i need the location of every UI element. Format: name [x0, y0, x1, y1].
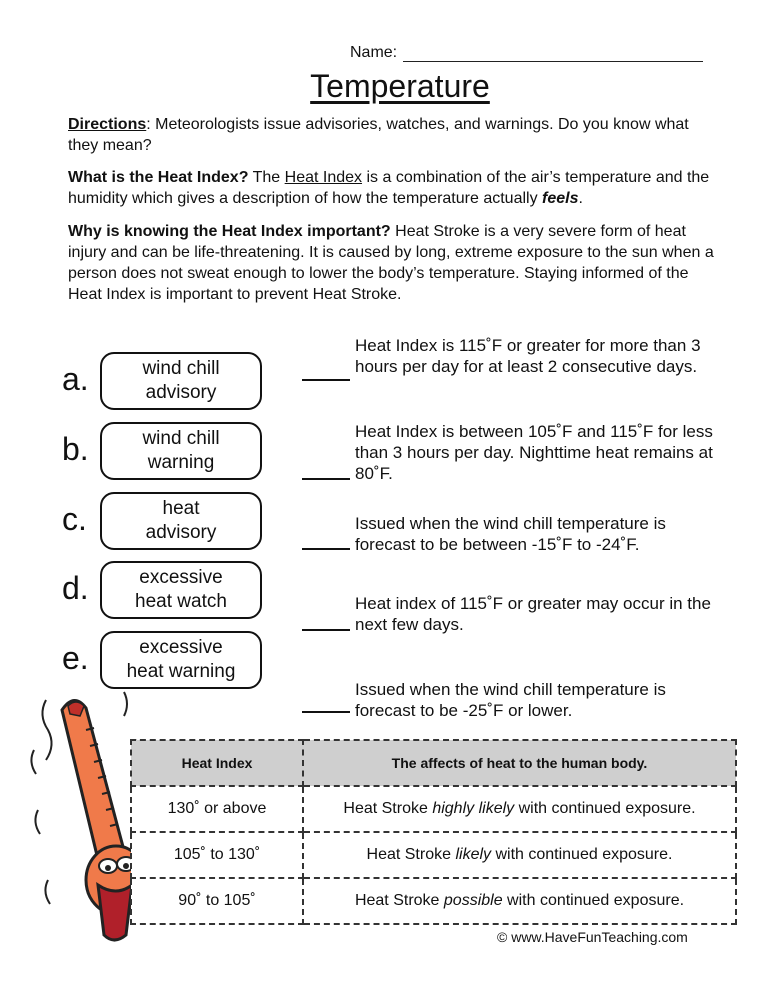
answer-blank-3[interactable] — [302, 548, 350, 550]
term-b-line1: wind chill — [142, 428, 220, 449]
term-box-b — [100, 422, 262, 480]
heat-index-text-1: The — [248, 169, 285, 186]
effect-text-end: with continued exposure. — [491, 846, 673, 863]
term-letter-b: b. — [62, 431, 89, 467]
table-cell-effect — [303, 878, 736, 924]
heat-effects-table — [130, 739, 737, 925]
heat-index-text-3: . — [578, 190, 583, 207]
term-b-line2: warning — [147, 452, 215, 473]
table-cell-range: 105˚ to 130˚ — [131, 832, 303, 878]
name-label: Name: — [350, 44, 398, 61]
heat-index-term: Heat Index — [284, 169, 363, 186]
table-row — [131, 878, 736, 924]
name-field — [350, 44, 703, 62]
definition-5: Issued when the wind chill temperature is forecast to be -25˚F or lower. — [355, 680, 666, 720]
term-letter-d: d. — [62, 570, 89, 606]
answer-blank-2[interactable] — [302, 478, 350, 480]
term-letter-c: c. — [62, 501, 87, 537]
name-blank-line[interactable] — [403, 45, 703, 62]
term-a-line1: wind chill — [142, 358, 220, 379]
directions-label: Directions — [68, 116, 147, 133]
effect-emphasis: likely — [455, 846, 492, 863]
answer-blank-5[interactable] — [302, 711, 350, 713]
effect-text: Heat Stroke — [343, 800, 433, 817]
directions-paragraph — [68, 114, 718, 156]
effect-text: Heat Stroke — [354, 892, 444, 909]
term-e-line1: excessive — [139, 637, 223, 658]
term-box-a — [100, 352, 262, 410]
table-cell-range: 90˚ to 105˚ — [131, 878, 303, 924]
page-title: Temperature — [310, 68, 490, 104]
table-cell-effect — [303, 832, 736, 878]
answer-blank-4[interactable] — [302, 629, 350, 631]
term-box-d — [100, 561, 262, 619]
table-header-row — [131, 740, 736, 786]
effect-text-end: with continued exposure. — [502, 892, 685, 909]
table-row — [131, 786, 736, 832]
term-box-c — [100, 492, 262, 550]
directions-text: : Meteorologists issue advisories, watches, and warnings. Do you know what they mean? — [68, 116, 689, 154]
heat-index-text-2: is a combination of the air’s temperature and the humidity which gives a description of how the temperature actually — [68, 169, 710, 207]
table-cell-range: 130˚ or above — [131, 786, 303, 832]
table-row — [131, 832, 736, 878]
term-c-line1: heat — [162, 498, 200, 519]
heat-index-paragraph — [68, 167, 718, 209]
table-cell-effect — [303, 786, 736, 832]
effect-text-end: with continued exposure. — [514, 800, 696, 817]
term-d-line2: heat watch — [135, 591, 227, 612]
term-d-line1: excessive — [139, 567, 223, 588]
feels-emphasis: feels — [542, 190, 579, 207]
effect-emphasis: possible — [443, 892, 503, 909]
definition-4: Heat index of 115˚F or greater may occur in the next few days. — [355, 594, 711, 634]
term-c-line2: advisory — [145, 522, 217, 543]
answer-blank-1[interactable] — [302, 379, 350, 381]
importance-paragraph — [68, 221, 718, 305]
effect-text: Heat Stroke — [366, 846, 456, 863]
heat-index-question: What is the Heat Index? — [68, 169, 249, 186]
definition-2: Heat Index is between 105˚F and 115˚F for less than 3 hours per day. Nighttime heat remains at 80˚F. — [355, 422, 713, 483]
definition-1: Heat Index is 115˚F or greater for more than 3 hours per day for at least 2 consecutive days. — [355, 336, 701, 376]
table-header-effects: The affects of heat to the human body. — [303, 740, 736, 786]
term-letter-a: a. — [62, 361, 89, 397]
copyright-footer: © www.HaveFunTeaching.com — [497, 929, 688, 945]
term-e-line2: heat warning — [126, 661, 236, 682]
term-letter-e: e. — [62, 640, 89, 676]
table-header-heat-index: Heat Index — [131, 740, 303, 786]
importance-question: Why is knowing the Heat Index important? — [68, 223, 391, 240]
term-a-line2: advisory — [145, 382, 217, 403]
effect-emphasis: highly likely — [432, 800, 515, 817]
definition-3: Issued when the wind chill temperature is forecast to be between -15˚F to -24˚F. — [355, 514, 666, 554]
importance-text: Heat Stroke is a very severe form of heat injury and can be life-threatening. It is caused by long, extreme exposure to the sun when a person does not sweat enough to lower the body’s temperature. Staying informed of the Heat Index is important to prevent Heat Stroke. — [68, 223, 714, 303]
